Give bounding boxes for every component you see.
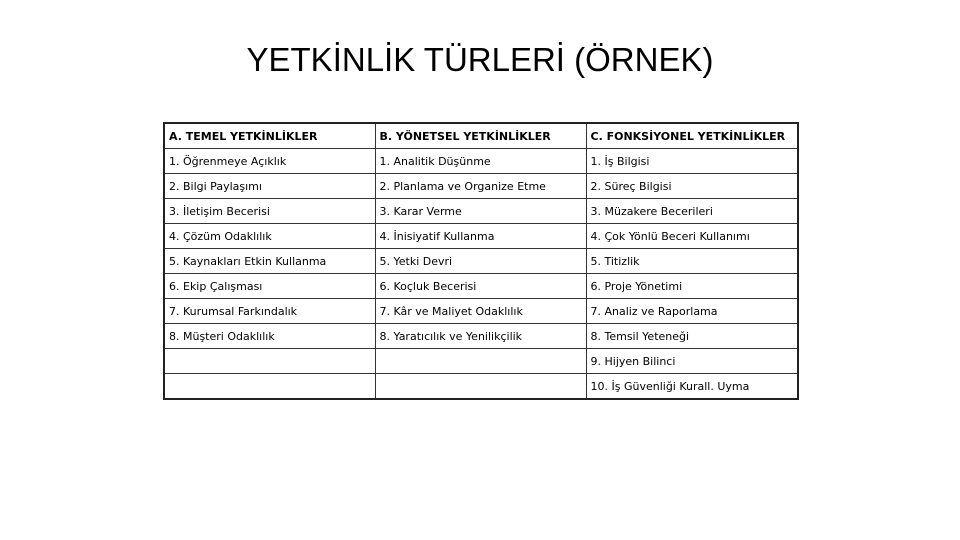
table-row <box>164 149 798 174</box>
table-cell: 6. Ekip Çalışması <box>164 274 375 299</box>
table-cell: 5. Yetki Devri <box>375 249 586 274</box>
table-cell: 1. Analitik Düşünme <box>375 149 586 174</box>
table-cell: 3. İletişim Becerisi <box>164 199 375 224</box>
table-cell: 2. Planlama ve Organize Etme <box>375 174 586 199</box>
table-cell: 1. Öğrenmeye Açıklık <box>164 149 375 174</box>
table-cell: 4. Çok Yönlü Beceri Kullanımı <box>586 224 798 249</box>
table-cell: 5. Kaynakları Etkin Kullanma <box>164 249 375 274</box>
table-row <box>164 199 798 224</box>
table-cell: 4. Çözüm Odaklılık <box>164 224 375 249</box>
table-cell: 7. Kurumsal Farkındalık <box>164 299 375 324</box>
table-cell: 8. Yaratıcılık ve Yenilikçilik <box>375 324 586 349</box>
table-cell: 6. Koçluk Becerisi <box>375 274 586 299</box>
table-row <box>164 174 798 199</box>
table-cell <box>164 374 375 400</box>
table-row <box>164 274 798 299</box>
table-cell <box>375 374 586 400</box>
table-cell: 4. İnisiyatif Kullanma <box>375 224 586 249</box>
competency-table-container <box>163 122 797 400</box>
competency-table <box>163 122 799 400</box>
table-row <box>164 249 798 274</box>
table-row <box>164 224 798 249</box>
header-core-competencies: A. TEMEL YETKİNLİKLER <box>164 123 375 149</box>
table-cell: 9. Hijyen Bilinci <box>586 349 798 374</box>
table-cell: 2. Süreç Bilgisi <box>586 174 798 199</box>
table-row <box>164 374 798 400</box>
header-functional-competencies: C. FONKSİYONEL YETKİNLİKLER <box>586 123 798 149</box>
table-cell: 6. Proje Yönetimi <box>586 274 798 299</box>
table-cell: 8. Müşteri Odaklılık <box>164 324 375 349</box>
table-header-row <box>164 123 798 149</box>
header-managerial-competencies: B. YÖNETSEL YETKİNLİKLER <box>375 123 586 149</box>
table-cell: 7. Kâr ve Maliyet Odaklılık <box>375 299 586 324</box>
table-cell: 1. İş Bilgisi <box>586 149 798 174</box>
page-title: YETKİNLİK TÜRLERİ (ÖRNEK) <box>246 41 714 78</box>
table-row <box>164 324 798 349</box>
table-cell: 3. Karar Verme <box>375 199 586 224</box>
table-row <box>164 349 798 374</box>
table-cell: 8. Temsil Yeteneği <box>586 324 798 349</box>
table-cell: 2. Bilgi Paylaşımı <box>164 174 375 199</box>
table-row <box>164 299 798 324</box>
table-cell <box>375 349 586 374</box>
table-cell: 3. Müzakere Becerileri <box>586 199 798 224</box>
table-cell <box>164 349 375 374</box>
table-cell: 10. İş Güvenliği Kurall. Uyma <box>586 374 798 400</box>
table-cell: 5. Titizlik <box>586 249 798 274</box>
table-cell: 7. Analiz ve Raporlama <box>586 299 798 324</box>
